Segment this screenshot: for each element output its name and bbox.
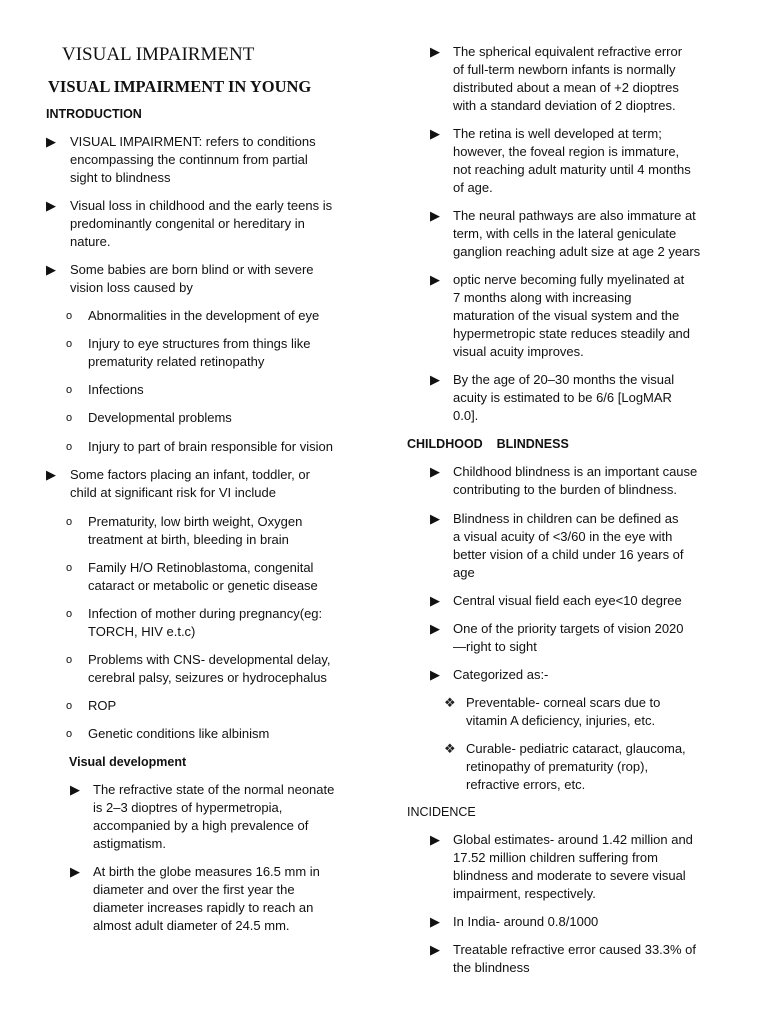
circle-bullet-icon: o <box>66 728 73 740</box>
circle-bullet-icon: o <box>66 608 73 620</box>
document-title: VISUAL IMPAIRMENT <box>62 44 255 65</box>
list-item: ▶ VISUAL IMPAIRMENT: refers to conditions encompassing the continnum from partial sight to blindness <box>46 134 316 185</box>
circle-bullet-icon: o <box>66 516 73 528</box>
list-item: ▶ In India- around 0.8/1000 <box>430 914 599 929</box>
circle-bullet-icon: o <box>66 654 73 666</box>
list-item: o Prematurity, low birth weight, Oxygen treatment at birth, bleeding in brain <box>66 514 303 547</box>
list-item: o Infection of mother during pregnancy(eg: TORCH, HIV e.t.c) <box>66 606 323 639</box>
triangle-bullet-icon: ▶ <box>430 593 440 608</box>
triangle-bullet-icon: ▶ <box>430 832 440 847</box>
triangle-bullet-icon: ▶ <box>430 208 440 223</box>
triangle-bullet-icon: ▶ <box>430 126 440 141</box>
diamond-bullet-icon: ❖ <box>444 741 456 756</box>
triangle-bullet-icon: ▶ <box>430 372 440 387</box>
triangle-bullet-icon: ▶ <box>430 621 440 636</box>
list-item: ❖ Curable- pediatric cataract, glaucoma, retinopathy of prematurity (rop), refractive errors, etc. <box>444 741 686 792</box>
triangle-bullet-icon: ▶ <box>430 942 440 957</box>
list-item: ▶ Childhood blindness is an important cause contributing to the burden of blindness. <box>430 464 698 497</box>
list-item: o Injury to part of brain responsible for vision <box>66 439 333 454</box>
triangle-bullet-icon: ▶ <box>430 272 440 287</box>
introduction-heading: INTRODUCTION <box>46 107 142 121</box>
triangle-bullet-icon: ▶ <box>430 511 440 526</box>
list-item: o Genetic conditions like albinism <box>66 726 270 741</box>
circle-bullet-icon: o <box>66 441 73 453</box>
list-item: o Developmental problems <box>66 410 232 425</box>
triangle-bullet-icon: ▶ <box>46 467 56 482</box>
list-item: ▶ One of the priority targets of vision 2020 —right to sight <box>430 621 684 654</box>
triangle-bullet-icon: ▶ <box>430 914 440 929</box>
list-item: o ROP <box>66 698 117 713</box>
circle-bullet-icon: o <box>66 338 73 350</box>
triangle-bullet-icon: ▶ <box>430 667 440 682</box>
list-item: ▶ Some factors placing an infant, toddler, or child at significant risk for VI include <box>46 467 310 500</box>
list-item: ▶ The neural pathways are also immature at term, with cells in the lateral geniculate ganglion reaching adult size at age 2 years <box>430 208 701 259</box>
list-item: ▶ At birth the globe measures 16.5 mm in diameter and over the first year the diameter increases rapidly to reach an almost adult diameter of 24.5 mm. <box>70 864 320 933</box>
list-item: o Infections <box>66 382 144 397</box>
triangle-bullet-icon: ▶ <box>46 262 56 277</box>
triangle-bullet-icon: ▶ <box>70 782 80 797</box>
list-item: ▶ Categorized as:- <box>430 667 549 682</box>
triangle-bullet-icon: ▶ <box>46 198 56 213</box>
list-item: o Family H/O Retinoblastoma, congenital cataract or metabolic or genetic disease <box>66 560 318 593</box>
list-item: ▶ Some babies are born blind or with severe vision loss caused by <box>46 262 314 295</box>
triangle-bullet-icon: ▶ <box>430 44 440 59</box>
circle-bullet-icon: o <box>66 700 73 712</box>
list-item: ▶ By the age of 20–30 months the visual acuity is estimated to be 6/6 [LogMAR 0.0]. <box>430 372 675 423</box>
list-item: ❖ Preventable- corneal scars due to vitamin A deficiency, injuries, etc. <box>444 695 661 728</box>
section-title: VISUAL IMPAIRMENT IN YOUNG <box>48 77 312 96</box>
list-item: ▶ Treatable refractive error caused 33.3% of the blindness <box>430 942 697 975</box>
triangle-bullet-icon: ▶ <box>46 134 56 149</box>
list-item: ▶ The retina is well developed at term; however, the foveal region is immature, not reaching adult maturity until 4 months of age. <box>430 126 691 195</box>
visual-development-heading: Visual development <box>69 755 187 769</box>
circle-bullet-icon: o <box>66 412 73 424</box>
list-item: ▶ Blindness in children can be defined as a visual acuity of <3/60 in the eye with better vision of a child under 16 years of age <box>430 511 684 580</box>
list-item: ▶ The refractive state of the normal neonate is 2–3 dioptres of hypermetropia, accompanied by a high prevalence of astigmatism. <box>70 782 335 851</box>
diamond-bullet-icon: ❖ <box>444 695 456 710</box>
circle-bullet-icon: o <box>66 562 73 574</box>
incidence-heading: INCIDENCE <box>407 805 476 819</box>
list-item: ▶ The spherical equivalent refractive error of full-term newborn infants is normally distributed about a mean of +2 dioptres with a standard deviation of 2 dioptres. <box>430 44 683 113</box>
circle-bullet-icon: o <box>66 384 73 396</box>
list-item: o Abnormalities in the development of eye <box>66 308 320 323</box>
triangle-bullet-icon: ▶ <box>70 864 80 879</box>
triangle-bullet-icon: ▶ <box>430 464 440 479</box>
circle-bullet-icon: o <box>66 310 73 322</box>
list-item: o Injury to eye structures from things like prematurity related retinopathy <box>66 336 311 369</box>
list-item: ▶ Visual loss in childhood and the early teens is predominantly congenital or hereditary in nature. <box>46 198 333 249</box>
list-item: ▶ optic nerve becoming fully myelinated at 7 months along with increasing maturation of the visual system and the hypermetropic state reduces steadily and visual acuity improves. <box>430 272 691 359</box>
childhood-blindness-heading: CHILDHOOD BLINDNESS <box>407 437 569 451</box>
list-item: ▶ Global estimates- around 1.42 million and 17.52 million children suffering from blindness and moderate to severe visual impairment, respectively. <box>430 832 693 901</box>
list-item: o Problems with CNS- developmental delay, cerebral palsy, seizures or hydrocephalus <box>66 652 331 685</box>
list-item: ▶ Central visual field each eye<10 degree <box>430 593 682 608</box>
